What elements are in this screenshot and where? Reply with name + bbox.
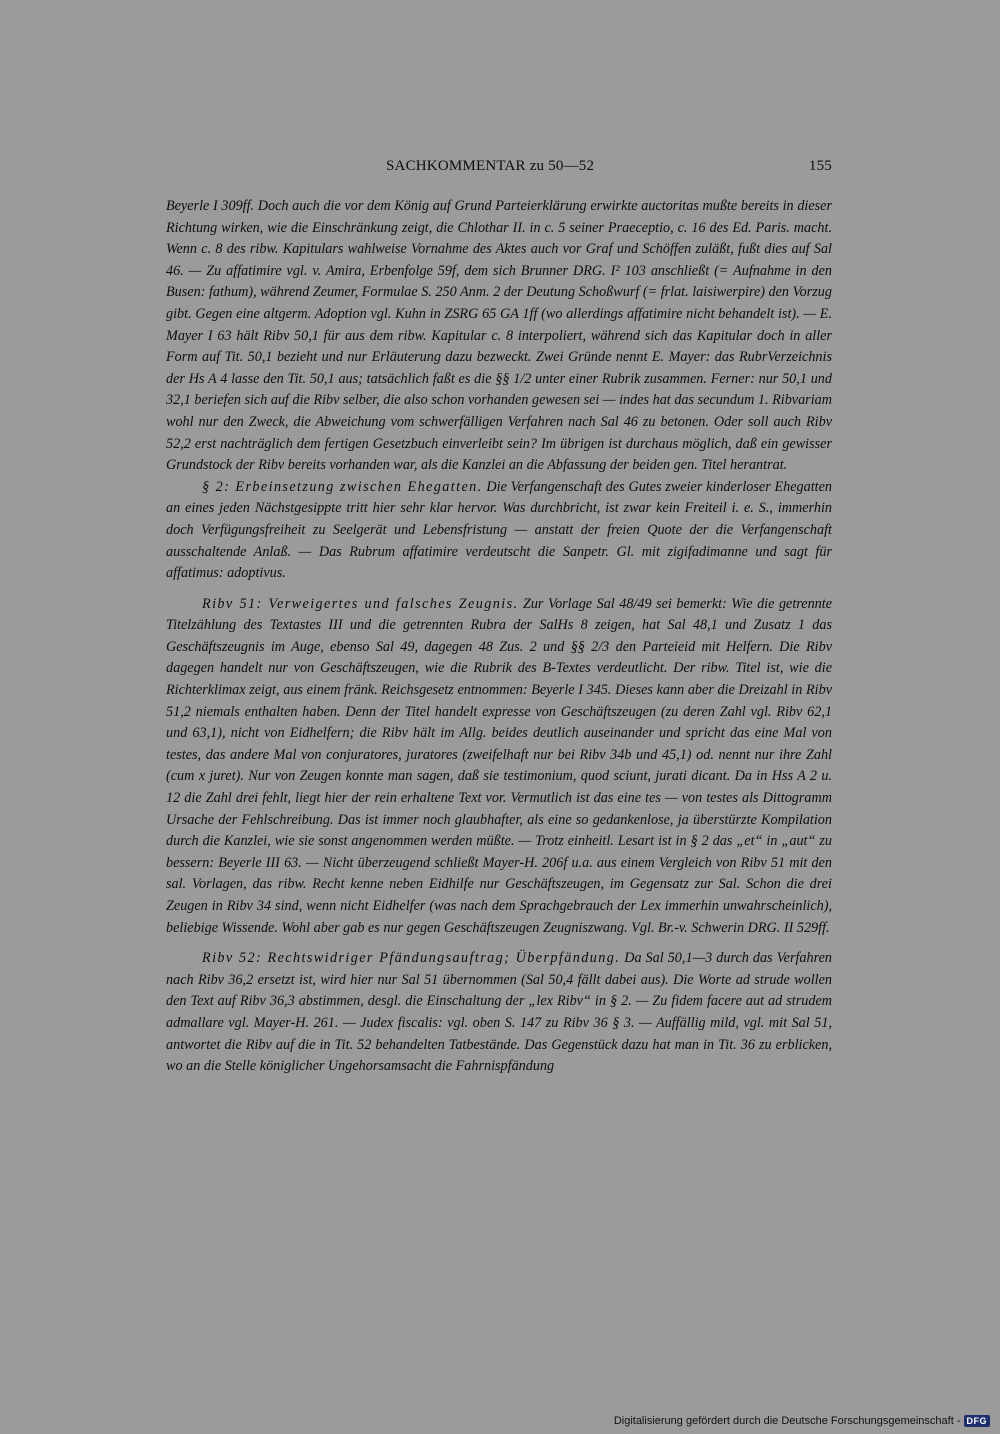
ribv-52-text: Da Sal 50,1—3 durch das Verfahren nach Ribv 36,2 ersetzt ist, wird hier nur Sal 51 übernommen (Sal 50,4 fällt dabei aus). Die Worte ad strude wollen den Text auf Ribv 36,3 abstimmen, desgl. die Einschaltung der „lex Ribv“ in § 2. — Zu fidem facere aut ad strudem admallare vgl. Mayer-H. 261. — Judex fiscalis: vgl. oben S. 147 zu Ribv 36 § 3. — Auffällig mild, vgl. mit Sal 51, antwortet die Ribv auf die in Tit. 52 behandelten Tatbestände. Das Gegenstück dazu hat man in Tit. 36 zu erblicken, wo an die Stelle königlicher Ungehorsamsacht die Fahrnispfändung <box>166 950 833 1075</box>
paragraph-section-2 <box>166 477 832 585</box>
running-head <box>166 150 832 174</box>
ribv-52-heading: Ribv 52: Rechtswidriger Pfändungsauftrag; Überpfändung. <box>202 950 621 967</box>
paragraph-continuation: Beyerle I 309ff. Doch auch die vor dem König auf Grund Parteierklärung erwirkte auctoritas mußte bereits in dieser Richtung wirken, wie die Einschränkung zeigt, die Chlothar II. in c. 5 seiner Praeceptio, c. 16 des Ed. Paris. macht. Wenn c. 8 des ribw. Kapitulars wahlweise Vornahme des Aktes auch vor Graf und Schöffen zuläßt, fußt dies auf Sal 46. — Zu affatimire vgl. v. Amira, Erbenfolge 59f, dem sich Brunner DRG. I² 103 anschließt (= Aufnahme in den Busen: fathum), während Zeumer, Formulae S. 250 Anm. 2 der Deutung Schoßwurf (= frlat. laisiwerpire) den Vorzug gibt. Gegen eine altgerm. Adoption vgl. Kuhn in ZSRG 65 GA 1ff (wo allerdings affatimire nicht behandelt ist). — E. Mayer I 63 hält Ribv 50,1 für aus dem ribw. Kapitular c. 8 interpoliert, während sich das Kapitular doch in aller Form auf Tit. 50,1 bezieht und nur Erläuterung dazu bezweckt. Zwei Gründe nennt E. Mayer: das RubrVerzeichnis der Hs A 4 lasse den Tit. 50,1 aus; tatsächlich faßt es die §§ 1/2 unter einer Rubrik zusammen. Ferner: nur 50,1 und 32,1 beriefen sich auf die Ribv selber, die also schon vorhanden gewesen sei — indes hat das secundum 1. Ribvariam wohl nur den Zweck, die Abweichung vom schwerfälligen Verfahren nach Sal 46 zu betonen. Oder soll auch Ribv 52,2 erst nachträglich dem fertigen Gesetzbuch einverleibt sein? Im übrigen ist durchaus möglich, daß ein gewisser Grundstock der Ribv bereits vorhanden war, als die Kanzlei an die Abfassung der beiden gen. Titel herantrat. <box>166 198 832 474</box>
book-page <box>166 150 832 1410</box>
ribv-51-text: Zur Vorlage Sal 48/49 sei bemerkt: Wie die getrennte Titelzählung des Textastes III und die getrennten Rubra der SalHs 8 zeigen, hat Sal 48,1 und Zusatz 1 das Geschäftszeugnis im Auge, ebenso Sal 49, dagegen 48 Zus. 2 und §§ 2/3 den Parteieid mit Helfern. Die Ribv dagegen handelt nur von Geschäftszeugen, wie die Rubrik des B-Textes verdeutlicht. Der ribw. Titel ist, wie die Richterklimax zeigt, aus einem fränk. Reichsgesetz entnommen: Beyerle I 345. Dieses kann aber die Dreizahl in Ribv 51,2 niemals enthalten haben. Denn der Titel handelt expresse von Geschäftszeugen (zu deren Zahl vgl. Ribv 62,1 und 63,1), nicht von Eidhelfern; die Ribv hält im Allg. beides deutlich auseinander und spricht das eine Mal von testes, das andere Mal von conjuratores, juratores (zweifelhaft nur bei Ribv 34b und 45,1) od. nennt nur ihre Zahl (cum x juret). Nur von Zeugen konnte man sagen, daß sie testimonium, quod sciunt, jurati dicant. Da in Hss A 2 u. 12 die Zahl drei fehlt, liegt hier der rein erhaltene Text vor. Vermutlich ist das eine tes — von testes als Dittogramm Ursache der Fehlschreibung. Das ist immer noch glaubhafter, als eine so gedankenlose, ja überstürzte Kompilation durch die Kanzlei, wie sie sonst angenommen werden müßte. — Trotz einheitl. Lesart ist in § 2 das „et“ in „aut“ zu bessern: Beyerle III 63. — Nicht überzeugend schließt Mayer-H. 206f u.a. aus einem Vergleich von Ribv 51 mit den sal. Vorlagen, das ribw. Recht kenne neben Eidhilfe nur Geschäftszeugen, im Gegensatz zur Sal. Schon die drei Zeugen in Ribv 34 sind, wenn nicht Eidhelfer (was nach dem Sprachgebrauch der Lex immerhin unwahrscheinlich), beliebige Wissende. Wohl aber gab es nur gegen Geschäftszeugen Zeugniszwang. Vgl. Br.-v. Schwerin DRG. II 529ff. <box>166 595 832 936</box>
body-text <box>166 196 832 1078</box>
dfg-logo-icon: DFG <box>964 1415 991 1427</box>
running-head-title: SACHKOMMENTAR zu 50—52 <box>386 158 595 174</box>
section-2-text: Die Verfangenschaft des Gutes zweier kinderloser Ehegatten an eines jeden Nächstgesippte tritt hier sehr klar hervor. Was durchbricht, ist zwar kein Freiteil i. e. S., immerhin doch Verfügungsfreiheit zu Seelgerät und Lebensfristung — anstatt der freien Quote der die Verfangenschaft ausschaltende Anlaß. — Das Rubrum affatimire verdeutscht die Sanpetr. Gl. mit zigifadimanne und sagt für affatimus: adoptivus. <box>166 478 832 582</box>
section-2-heading: § 2: Erbeinsetzung zwischen Ehegatten. <box>202 478 483 495</box>
digitization-footer <box>614 1412 990 1430</box>
paragraph-ribv-52 <box>166 948 832 1078</box>
page-number: 155 <box>808 158 832 174</box>
paragraph-ribv-51 <box>166 594 832 940</box>
ribv-51-heading: Ribv 51: Verweigertes und falsches Zeugnis. <box>202 595 519 612</box>
footer-credit: Digitalisierung gefördert durch die Deutsche Forschungsgemeinschaft - <box>613 1415 961 1427</box>
